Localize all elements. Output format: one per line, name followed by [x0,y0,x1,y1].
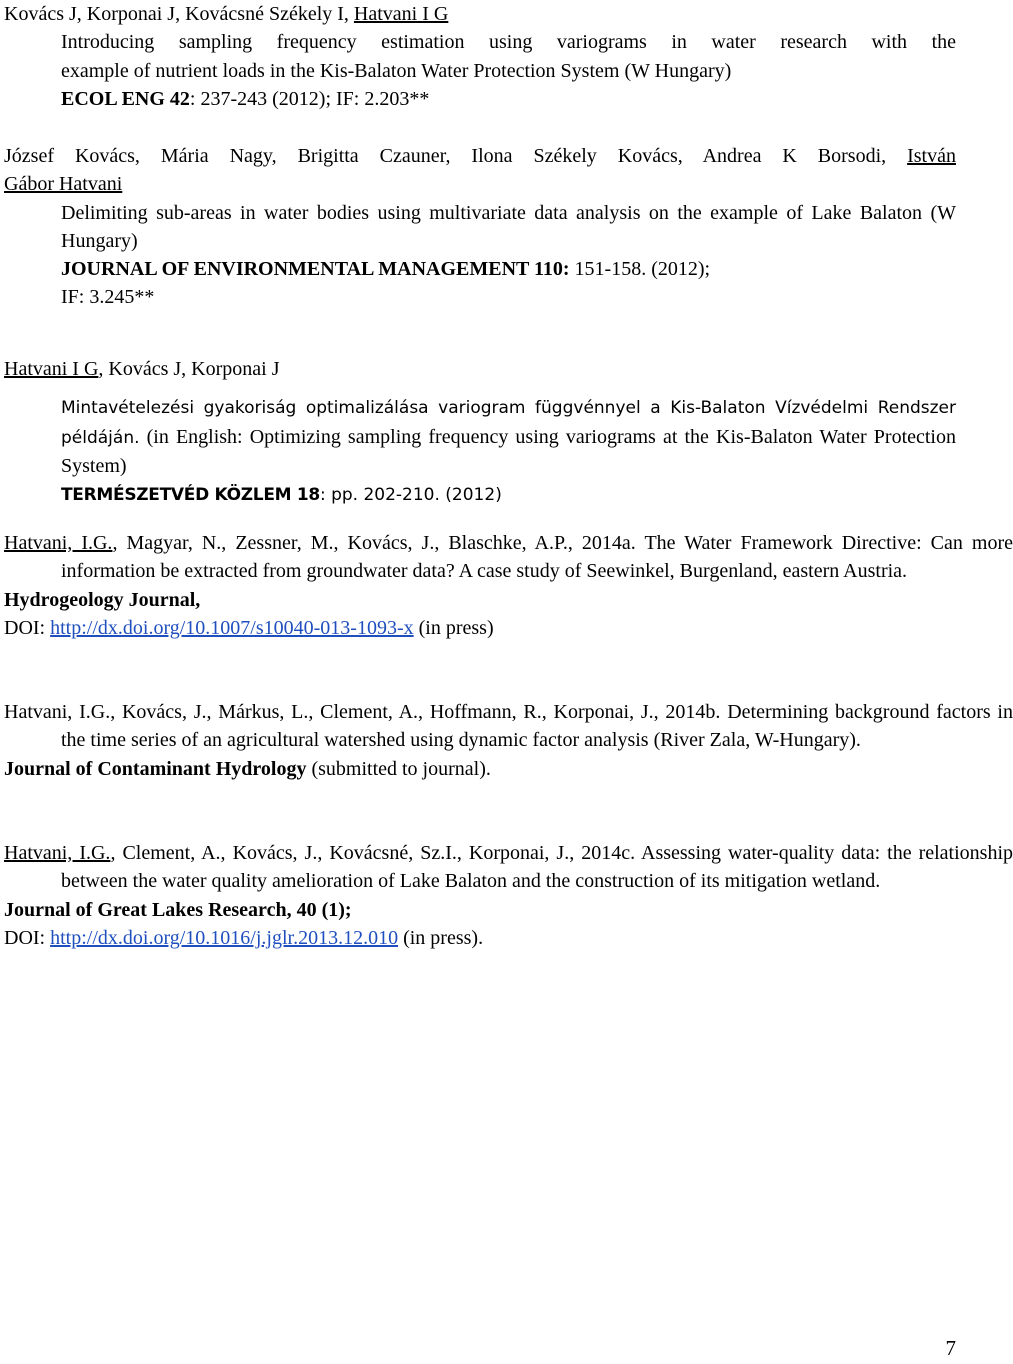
entry-body [4,199,956,312]
doi-line: DOI: http://dx.doi.org/10.1007/s10040-013-1093-x (in press) [4,616,494,639]
authors-continued [4,170,956,198]
title: Assessing water-quality data: the relationship between the water quality amelioration of Lake Balaton and the construction of its mitigation wetland. [61,842,1013,893]
title-line: example of nutrient loads in the Kis-Balaton Water Protection System (W Hungary) [61,59,732,82]
journal-name: JOURNAL OF ENVIRONMENTAL MANAGEMENT 110: [61,258,570,281]
journal-line [4,586,1013,614]
title: The Water Framework Directive: Can more information be extracted from groundwater data? A case study of Seewinkel, Burgenland, eastern Austria. [61,532,1013,583]
reference-text: Hatvani, I.G., Magyar, N., Zessner, M., Kovács, J., Blaschke, A.P., 2014a. The Water Framework Directive: Can more information be extracted from groundwater data? A case study of Seewinkel, Burgenland, eastern Austria. [4,532,1013,583]
page-number: 7 [945,1336,956,1360]
reference-text: Hatvani, I.G., Clement, A., Kovács, J., Kovácsné, Sz.I., Korponai, J., 2014c. Assessing water-quality data: the relationship between the water quality amelioration of Lake Balaton and the construction of its mitigation wetland. [4,842,1013,893]
author-highlight: Hatvani, I.G. [4,532,113,554]
doi-line: DOI: http://dx.doi.org/10.1016/j.jglr.2013.12.010 (in press). [4,926,484,949]
doi-link[interactable]: http://dx.doi.org/10.1016/j.jglr.2013.12.010 [50,926,399,949]
reference-entry-4 [4,529,1013,642]
entry-body [4,28,956,113]
title: Mintavételezési gyakoriság optimalizálása variogram függvénnyel a Kis-Balaton Vízvédelmi Rendszer példáján. (in English: Optimizing sampling frequency using variograms at the Kis-Balaton Water Protection System) [61,398,956,477]
citation: JOURNAL OF ENVIRONMENTAL MANAGEMENT 110: 151-158. (2012); IF: 3.245** [61,258,711,309]
reference-text: Hatvani, I.G., Kovács, J., Márkus, L., Clement, A., Hoffmann, R., Korponai, J., 2014b. Determining background factors in the time series of an agricultural watershed using dynamic factor analysis (River Zala, W-Hungary). [4,701,1013,752]
journal-name: Journal of Great Lakes Research, 40 (1); [4,898,352,921]
journal-line: Journal of Contaminant Hydrology (submitted to journal). [4,757,491,780]
author-highlight: István [907,145,956,167]
reference-entry-2 [4,142,956,312]
reference-entry-6 [4,839,1013,952]
journal-name: TERMÉSZETVÉD KÖZLEM 18 [61,485,320,506]
journal-name: Journal of Contaminant Hydrology [4,757,307,780]
journal-name: Hydrogeology Journal, [4,588,201,611]
author-highlight: Hatvani, I.G. [4,842,111,864]
journal-name: ECOL ENG 42 [61,87,190,110]
authors: Hatvani I G, Kovács J, Korponai J [4,358,280,380]
journal-line [4,896,1013,924]
citation: TERMÉSZETVÉD KÖZLEM 18: pp. 202-210. (2012) [61,485,502,506]
title: Delimiting sub-areas in water bodies using multivariate data analysis on the example of Lake Balaton (W Hungary) [61,201,956,252]
author-highlight: Hatvani I G [4,358,99,380]
authors: József Kovács, Mária Nagy, Brigitta Czauner, Ilona Székely Kovács, Andrea K Borsodi, István [4,145,956,167]
author-highlight: Gábor Hatvani [4,173,123,196]
reference-entry-5 [4,698,1013,783]
reference-entry-3 [4,355,956,509]
citation: ECOL ENG 42: 237-243 (2012); IF: 2.203** [61,87,430,110]
author-highlight: Hatvani I G [353,3,449,25]
reference-entry-1 [4,0,956,113]
doi-link[interactable]: http://dx.doi.org/10.1007/s10040-013-1093-x [50,616,414,639]
entry-body [4,393,956,509]
title-line: Introducing sampling frequency estimation using variograms in water research with the [61,31,956,54]
authors: Kovács J, Korponai J, Kovácsné Székely I, Hatvani I G [4,3,449,25]
